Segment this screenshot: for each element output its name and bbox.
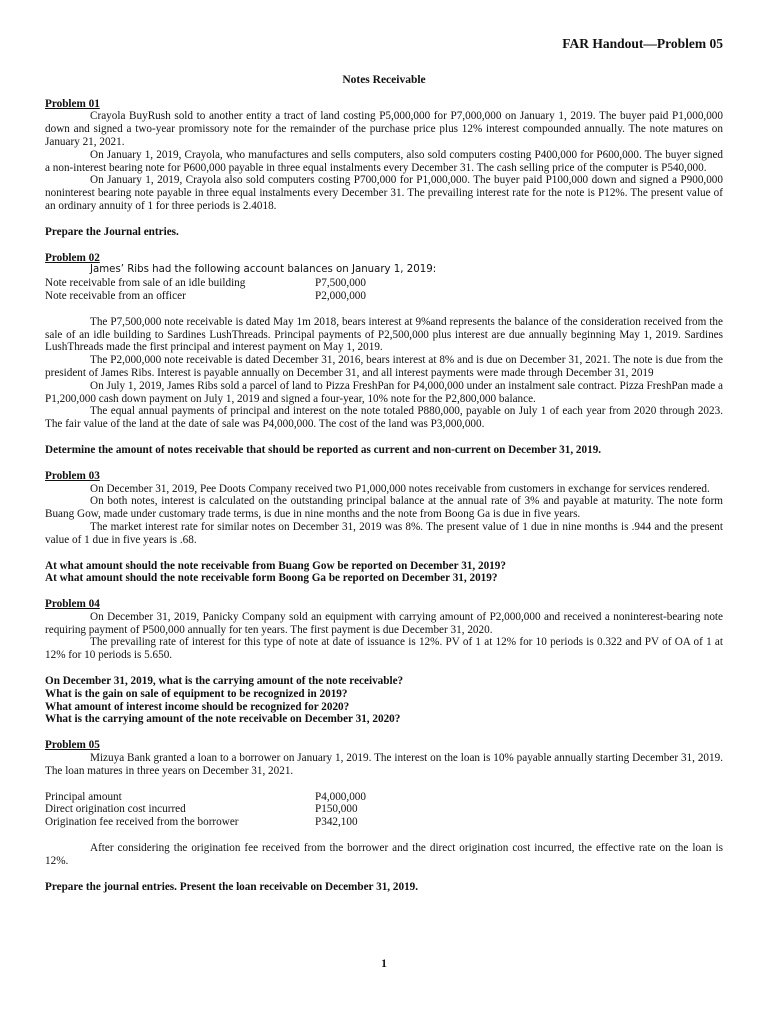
- loan-details-table: [45, 791, 366, 829]
- problem-question: What is the gain on sale of equipment to be recognized in 2019?: [45, 687, 348, 700]
- problem-04: [45, 598, 723, 739]
- balance-label: Note receivable from sale of an idle building: [45, 277, 246, 290]
- table-row: [45, 290, 366, 303]
- document-title: Notes Receivable: [342, 73, 426, 86]
- paragraph: Crayola BuyRush sold to another entity a tract of land costing P5,000,000 for P7,000,000 on January 1, 2019. The buyer paid P1,000,000 down and signed a two-year promissory note for the remainder of the purchase price plus 12% interest compounded annually. The note matures on January 21, 2021.: [45, 110, 723, 148]
- problem-03: [45, 470, 723, 598]
- paragraph: On both notes, interest is calculated on the outstanding principal balance at the annual rate of 3% and payable at maturity. The note form Buang Gow, made under customary trade terms, is due in nine months and the note from Boong Ga is due in five years.: [45, 495, 723, 521]
- paragraph: The equal annual payments of principal and interest on the note totaled P880,000, payable on July 1 of each year from 2020 through 2023. The fair value of the land at the date of sale was P4,000,000. The cost of the land was P3,000,000.: [45, 405, 723, 431]
- problem-question: At what amount should the note receivable from Buang Gow be reported on December 31, 2019?: [45, 559, 506, 572]
- problem-01: [45, 98, 723, 252]
- problem-heading: Problem 01: [45, 97, 100, 110]
- paragraph: On December 31, 2019, Pee Doots Company received two P1,000,000 notes receivable from customers in exchange for services rendered.: [90, 482, 710, 495]
- paragraph: The P7,500,000 note receivable is dated May 1m 2018, bears interest at 9%and represents the balance of the consideration received from the sale of an idle building to Sardines LushThreads. Principal payments of P2,500,000 plus interest are due annually beginning May 1, 2019. Sardines LushThreads made the first principal and interest payment on May 1, 2019.: [45, 315, 723, 354]
- balances-table: [45, 277, 366, 303]
- paragraph: The market interest rate for similar notes on December 31, 2019 was 8%. The present value of 1 due in nine months is .944 and the present value of 1 due in five years is .68.: [45, 520, 723, 546]
- paragraph: On December 31, 2019, Panicky Company sold an equipment with carrying amount of P2,000,000 and received a noninterest-bearing note requiring payment of P500,000 annually for ten years. The first payment is due December 31, 2020.: [45, 610, 723, 636]
- problem-05: [45, 739, 723, 893]
- paragraph: Mizuya Bank granted a loan to a borrower on January 1, 2019. The interest on the loan is 10% payable annually starting December 31, 2019. The loan matures in three years on December 31, 2021.: [45, 752, 723, 777]
- problem-question: What is the carrying amount of the note receivable on December 31, 2020?: [45, 713, 401, 726]
- problem-heading: Problem 05: [45, 739, 100, 752]
- item-amount: P150,000: [315, 803, 358, 816]
- problem-heading: Problem 03: [45, 469, 100, 482]
- balance-amount: P2,000,000: [315, 289, 366, 302]
- paragraph: After considering the origination fee received from the borrower and the direct origination cost incurred, the effective rate on the loan is 12%.: [45, 842, 723, 867]
- paragraph: On January 1, 2019, Crayola, who manufactures and sells computers, also sold computers costing P400,000 for P600,000. The buyer signed a non-interest bearing note for P600,000 payable in three equal instalments every December 31. The cash selling price of the computer is P540,000.: [45, 148, 723, 174]
- balance-label: Note receivable from an officer: [45, 289, 186, 302]
- page-header: FAR Handout—Problem 05: [562, 36, 723, 51]
- problem-02: [45, 252, 723, 470]
- table-row: [45, 791, 366, 804]
- table-row: [45, 803, 366, 816]
- paragraph: On January 1, 2019, Crayola also sold computers costing P700,000 for P1,000,000. The buyer paid P100,000 down and signed a P900,000 noninterest bearing note payable in three equal instalments every December 31. The prevailing interest rate for the note is P12%. The present value of an ordinary annuity of 1 for three periods is 2.4018.: [45, 174, 723, 212]
- paragraph: The P2,000,000 note receivable is dated December 31, 2016, bears interest at 8% and is due on December 31, 2021. The note is due from the president of James Ribs. Interest is payable annually on December 31, and all interest payments were made through December 31, 2019: [45, 354, 723, 379]
- balance-amount: P7,500,000: [315, 277, 366, 290]
- problem-question: At what amount should the note receivable form Boong Ga be reported on December 31, 2019?: [45, 572, 498, 585]
- item-amount: P342,100: [315, 816, 358, 829]
- problem-question: Prepare the journal entries. Present the loan receivable on December 31, 2019.: [45, 880, 419, 893]
- paragraph: James’ Ribs had the following account balances on January 1, 2019:: [90, 264, 437, 276]
- problem-question: What amount of interest income should be recognized for 2020?: [45, 700, 350, 713]
- problem-question: Determine the amount of notes receivable that should be reported as current and non-current on December 31, 2019.: [45, 443, 602, 456]
- item-label: Principal amount: [45, 790, 122, 803]
- item-label: Origination fee received from the borrower: [45, 816, 239, 829]
- problem-question: On December 31, 2019, what is the carrying amount of the note receivable?: [45, 675, 404, 688]
- problem-heading: Problem 04: [45, 598, 100, 611]
- problem-question: Prepare the Journal entries.: [45, 225, 179, 238]
- table-row: [45, 277, 366, 290]
- paragraph: The prevailing rate of interest for this type of note at date of issuance is 12%. PV of 1 at 12% for 10 periods is 0.322 and PV of OA of 1 at 12% for 10 periods is 5.650.: [45, 636, 723, 662]
- document-page: [45, 38, 723, 893]
- paragraph: On July 1, 2019, James Ribs sold a parcel of land to Pizza FreshPan for P4,000,000 under an instalment sale contract. Pizza FreshPan made a P1,200,000 cash down payment on July 1, 2019 and signed a four-year, 10% note for the P2,800,000 balance.: [45, 379, 723, 405]
- item-amount: P4,000,000: [315, 790, 366, 803]
- problem-heading: Problem 02: [45, 251, 100, 264]
- item-label: Direct origination cost incurred: [45, 803, 186, 816]
- page-number: 1: [381, 958, 387, 970]
- table-row: [45, 816, 366, 829]
